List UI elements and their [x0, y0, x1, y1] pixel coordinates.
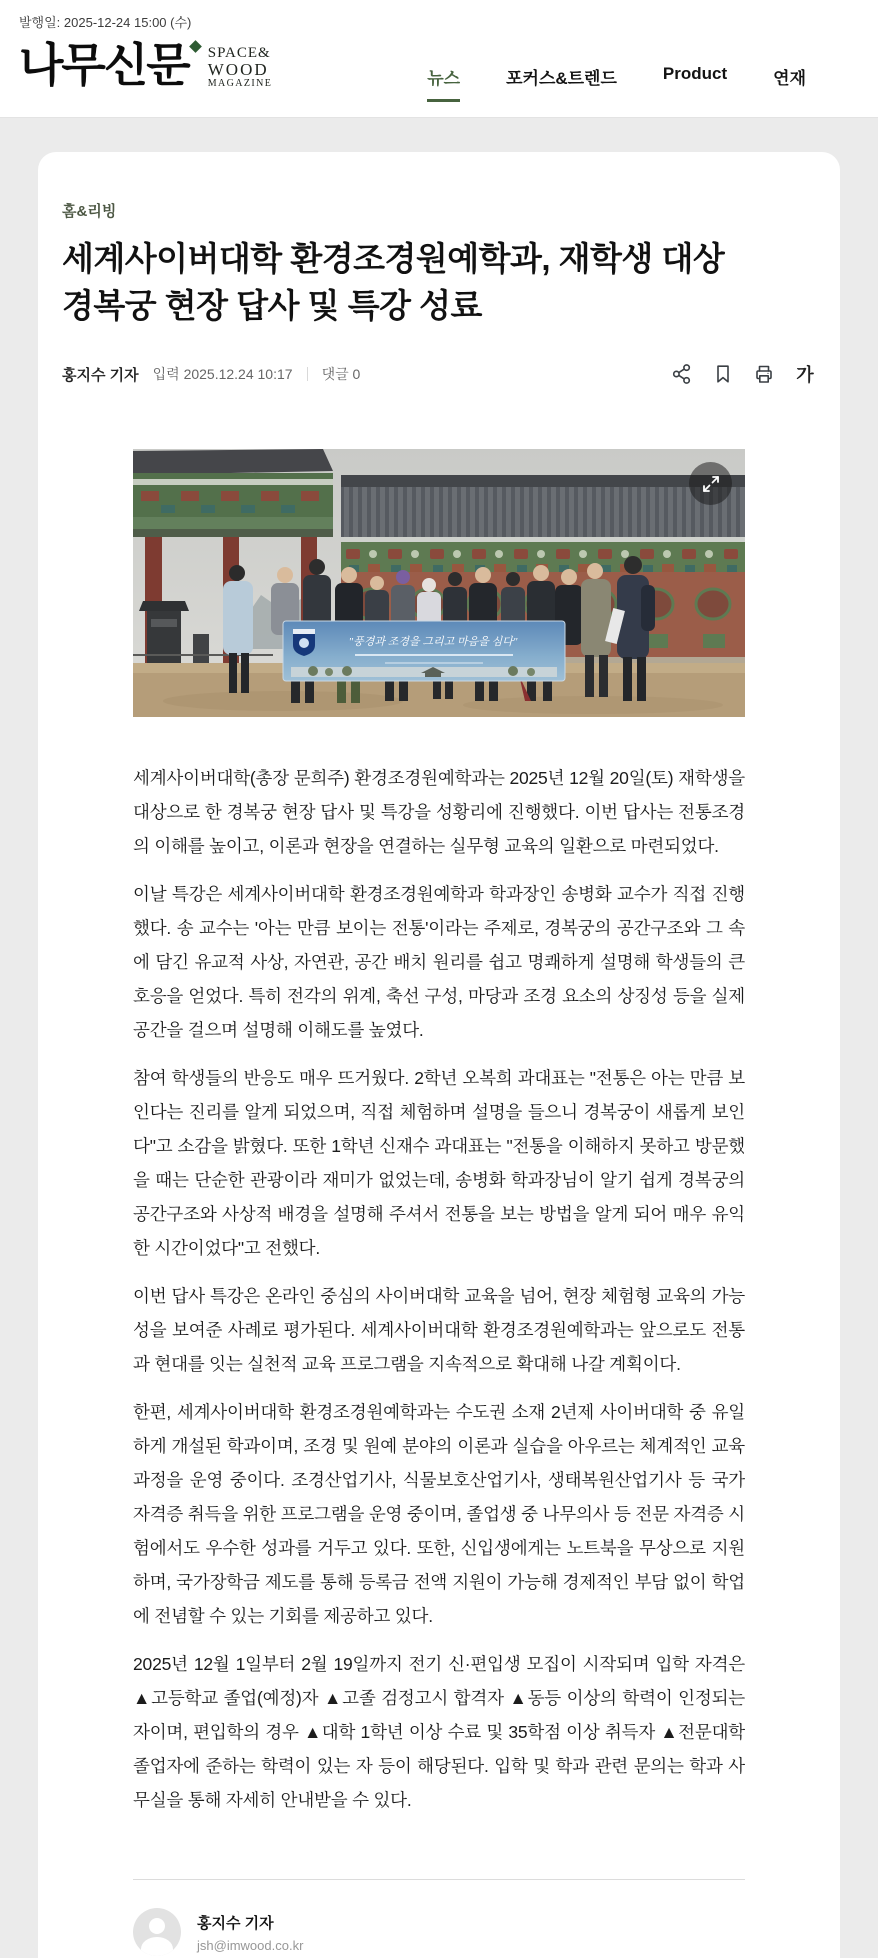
article-body — [38, 449, 840, 1817]
byline-row — [62, 363, 816, 385]
paragraph: 참여 학생들의 반응도 매우 뜨거웠다. 2학년 오복희 과대표는 "전통은 아는 만큼 보인다는 진리를 알게 되었으며, 직접 체험하며 설명을 들으니 경복궁이 새롭게 보인다"고 소감을 밝혔다. 또한 1학년 신재수 과대표는 "전통을 이해하지 못하고 방문했을 때는 단순한 관광이라 재미가 없었는데, 송병화 학과장님이 알기 쉽게 경복궁의 공간구조와 사상적 배경을 설명해 주셔서 전통을 보는 방법을 알게 되어 매우 유익한 시간이었다"고 전했다. — [133, 1068, 745, 1258]
article-text — [133, 761, 745, 1817]
published-time: 입력 2025.12.24 10:17 — [152, 366, 293, 382]
avatar-shoulders — [141, 1937, 173, 1956]
article-head — [38, 152, 840, 385]
paragraph: 2025년 12월 1일부터 2월 19일까지 전기 신·편입생 모집이 시작되며 입학 자격은 ▲고등학교 졸업(예정)자 ▲고졸 검정고시 합격자 ▲동등 이상의 학력이 인정되는 자이며, 편입학의 경우 ▲대학 1학년 이상 수료 및 35학점 이상 취득자 ▲전문대학 졸업자에 준하는 학력이 있는 자 등이 해당된다. 입학 및 학과 관련 문의는 학과 사무실을 통해 자세히 안내받을 수 있다. — [133, 1654, 745, 1810]
article-card — [38, 152, 840, 1958]
byline-divider — [307, 367, 308, 381]
reporter-footer — [133, 1908, 745, 1956]
footer-reporter-email[interactable]: jsh@imwood.co.kr — [197, 1937, 304, 1953]
font-size-button[interactable]: 가 — [794, 363, 816, 385]
site-header — [0, 0, 878, 118]
main-nav — [427, 64, 806, 102]
bookmark-button[interactable] — [712, 363, 734, 385]
nav-item-focus-trend[interactable]: 포커스&트렌드 — [506, 69, 617, 88]
footer-divider — [133, 1879, 745, 1880]
logo-subtitle-line: SPACE& — [207, 45, 271, 61]
article-photo — [133, 449, 745, 717]
bookmark-icon — [712, 363, 734, 385]
nav-item-serial[interactable]: 연재 — [773, 69, 806, 88]
share-button[interactable] — [671, 363, 693, 385]
avatar-head — [149, 1918, 165, 1934]
comment-count[interactable]: 댓글 0 — [321, 366, 361, 382]
reporter-avatar — [133, 1908, 181, 1956]
article-title: 세계사이버대학 환경조경원예학과, 재학생 대상 경복궁 현장 답사 및 특강 성료 — [62, 240, 725, 324]
paragraph: 이날 특강은 세계사이버대학 환경조경원예학과 학과장인 송병화 교수가 직접 진행했다. 송 교수는 '아는 만큼 보이는 전통'이라는 주제로, 경복궁의 공간구조와 그 속에 담긴 유교적 사상, 자연관, 공간 배치 원리를 쉽고 명쾌하게 설명해 학생들의 큰 호응을 얻었다. 특히 전각의 위계, 축선 구성, 마당과 조경 요소의 상징성 등을 실제 공간을 걸으며 설명해 이해도를 높였다. — [133, 884, 745, 1040]
logo-subtitle — [208, 46, 273, 89]
share-icon — [671, 363, 693, 385]
print-button[interactable] — [753, 363, 775, 385]
expand-icon — [700, 473, 722, 495]
photo-gyeongbokgung-group — [133, 449, 745, 717]
logo-text: 나무신문 — [19, 39, 189, 91]
reporter-info — [197, 1912, 303, 1953]
expand-photo-button[interactable] — [689, 462, 732, 505]
byline — [62, 364, 360, 385]
logo-diamond-icon — [189, 40, 202, 53]
logo-subtitle-line: WOOD — [207, 60, 269, 80]
nav-item-news[interactable]: 뉴스 — [427, 64, 460, 102]
paragraph: 이번 답사 특강은 온라인 중심의 사이버대학 교육을 넘어, 현장 체험형 교육의 가능성을 보여준 사례로 평가된다. 세계사이버대학 환경조경원예학과는 앞으로도 전통과 현대를 잇는 실천적 교육 프로그램을 지속적으로 확대해 나갈 계획이다. — [133, 1286, 745, 1374]
paragraph: 한편, 세계사이버대학 환경조경원예학과는 수도권 소재 2년제 사이버대학 중 유일하게 개설된 학과이며, 조경 및 원예 분야의 이론과 실습을 아우르는 체계적인 교육과정을 운영 중이다. 조경산업기사, 식물보호산업기사, 생태복원산업기사 등 국가자격증 취득을 위한 프로그램을 운영 중이며, 졸업생 중 나무의사 등 전문 자격증 시험에서도 우수한 성과를 거두고 있다. 또한, 신입생에게는 노트북을 무상으로 지원하며, 국가장학금 제도를 통해 등록금 전액 지원이 가능해 경제적인 부담 없이 학업에 전념할 수 있는 기회를 제공하고 있다. — [133, 1402, 745, 1626]
logo-subtitle-line: MAGAZINE — [207, 77, 273, 89]
paragraph: 세계사이버대학(총장 문희주) 환경조경원예학과는 2025년 12월 20일(토) 재학생을 대상으로 한 경복궁 현장 답사 및 특강을 성황리에 진행했다. 이번 답사는 전통조경의 이해를 높이고, 이론과 현장을 연결하는 실무형 교육의 일환으로 마련되었다. — [133, 768, 745, 856]
nav-item-product[interactable]: Product — [662, 64, 728, 83]
article-category[interactable]: 홈&리빙 — [62, 203, 117, 220]
footer-reporter-name[interactable]: 홍지수 기자 — [197, 1914, 274, 1932]
article-tools — [671, 363, 816, 385]
publish-date: 발행일: 2025-12-24 15:00 (수) — [19, 15, 192, 30]
print-icon — [753, 363, 775, 385]
banner-slogan: "풍경과 조경을 그리고 마음을 심다" — [348, 636, 518, 648]
site-logo[interactable] — [19, 40, 272, 91]
reporter-name: 홍지수 기자 — [62, 366, 139, 384]
